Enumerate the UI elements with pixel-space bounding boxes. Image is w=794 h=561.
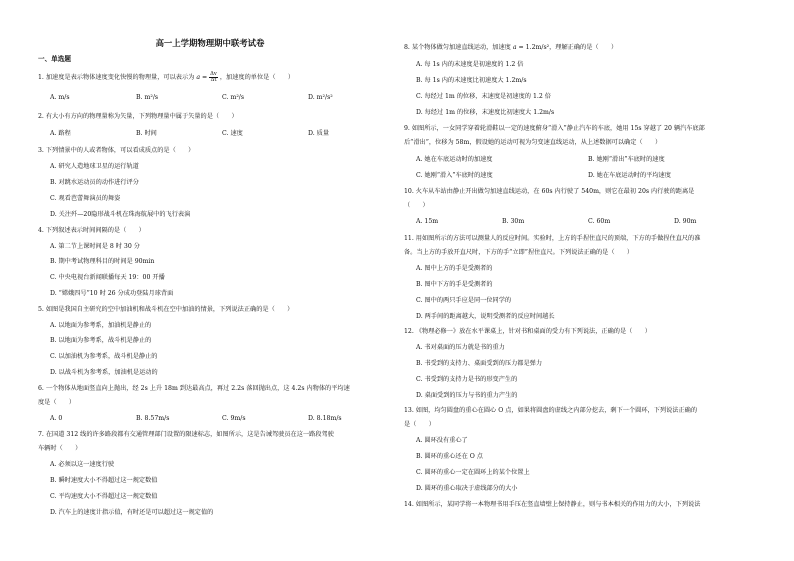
option-b[interactable]: B. 时间 [136,130,157,137]
question-6-line-1: 6. 一个物体从地面竖直向上抛出，经 2s 上升 18m 到达最高点，再过 2.2s 落回抛出点，这 4.2s 内物体的平均速 [38,385,350,392]
question-8-stem-end: = 1.2m/s²，理解正确的是（ ） [518,44,618,51]
option-b[interactable]: B. 图中下方的手是受测者的 [416,281,493,288]
question-11-line-2: 备。当上方的手放开直尺时，下方的手“立即”捏住直尺。下列说法正确的是（ ） [404,249,634,256]
option-d[interactable]: D. 8.18m/s [308,415,342,422]
question-10-line-1: 10. 火车从车站由静止开出做匀加速直线运动，在 60s 内行驶了 540m，则它在最初 20s 内行驶的距离是 [404,188,695,195]
option-a[interactable]: A. 书对桌面的压力就是书的重力 [416,344,505,351]
option-b[interactable]: B. m²/s [136,94,159,101]
option-a[interactable]: A. 0 [50,415,63,422]
option-d[interactable]: D. 圆环的重心取决于虚线部分的大小 [416,485,518,492]
question-9-line-1: 9. 如图所示，一女同学穿着轮滑鞋以一定的速度俯身“滑入”静止汽车的车底，她用 15s 穿越了 20 辆汽车底部 [404,125,705,132]
option-c[interactable]: C. 9m/s [222,415,246,422]
question-3: 3. 下列情景中的人或者物体，可以看成质点的是（ ） [38,147,195,154]
option-a[interactable]: A. 15m [416,218,439,225]
option-d[interactable]: D. 以战斗机为参考系，加油机是运动的 [50,369,158,376]
option-c[interactable]: C. 每经过 1m 的位移，末速度是初速度的 1.2 倍 [416,93,551,100]
question-13-line-1: 13. 如图，均匀圆盘的重心在圆心 O 点，如果将圆盘的虚线之内部分挖去，剩下一个圆环，下列说法正确的 [404,407,698,414]
question-9-options-ab [416,156,760,164]
question-1 [38,72,294,83]
question-7-line-2: 车辆时（ ） [38,445,82,452]
option-c[interactable]: C. 圆环的重心一定在圆环上的某个位置上 [416,469,530,476]
option-d[interactable]: D. 关注歼—20隐形战斗机在珠海航展中的飞行表演 [50,211,191,218]
option-c[interactable]: C. 平均速度大小不得超过这一规定数值 [50,493,158,500]
option-b[interactable]: B. 书受到的支持力、桌面受到的压力都是弹力 [416,360,543,367]
question-12: 12. 《物理必修一》放在水平课桌上，针对书和桌面的受力有下列说法，正确的是（ ） [404,328,651,335]
question-11-line-1: 11. 用如图所示的方法可以测量人的反应时间。实验时，上方的手捏住直尺的顶端，下方的手做捏住直尺的准 [404,235,701,242]
option-a[interactable]: A. 路程 [50,130,71,137]
question-4: 4. 下列叙述表示时间间隔的是（ ） [38,227,145,234]
question-8-variable: a [512,44,517,51]
question-1-stem: 1. 加速度是表示物体速度变化快慢的物理量，可以表示为 [38,74,195,82]
option-b[interactable]: B. 8.57m/s [136,415,170,422]
option-b[interactable]: B. 30m [502,218,525,225]
question-10-line-2: （ ） [404,202,429,209]
option-b[interactable]: B. 对跳水运动员的动作进行评分 [50,179,139,186]
option-d[interactable]: D. 桌面受到的压力与书的重力产生的 [416,392,518,399]
option-d[interactable]: D. 90m [674,218,697,225]
question-1-variable: a [196,74,201,82]
option-c[interactable]: C. 60m [588,218,611,225]
fraction-denominator: Δt [210,77,217,84]
option-a[interactable]: A. 以地面为参考系，加油机是静止的 [50,322,152,329]
question-13-line-2: 是（ ） [404,421,435,428]
option-c[interactable]: C. 图中的两只手应是同一位同学的 [416,297,512,304]
question-6-options [50,415,394,423]
acceleration-fraction [209,72,218,83]
fraction-numerator: Δv [210,71,217,77]
question-5: 5. 如图是我国自主研究的空中加油机和战斗机在空中加油的情景，下列说法正确的是（ ） [38,306,294,313]
question-6-line-2: 度是（ ） [38,399,76,406]
option-a[interactable]: A. 每 1s 内的末速度是初速度的 1.2 倍 [416,61,524,68]
option-c[interactable]: C. 中央电视台新闻联播每天 19：00 开播 [50,274,165,281]
question-8 [404,44,617,52]
option-b[interactable]: B. 她刚“滑出”车底时的速度 [588,156,665,163]
question-9-options-cd [416,172,760,180]
question-10-options [416,218,760,226]
option-d[interactable]: D. 她在车底运动时的平均速度 [588,172,671,179]
option-a[interactable]: A. m/s [50,94,70,101]
question-2: 2. 有大小有方向的物理量称为矢量，下列物理量中属于矢量的是（ ） [38,113,238,120]
option-d[interactable]: D. “嫦娥四号”10 时 26 分成功登陆月球背面 [50,290,174,297]
option-d[interactable]: D. m²/s² [308,94,333,101]
option-b[interactable]: B. 瞬时速度大小不得超过这一规定数值 [50,477,158,484]
option-d[interactable]: D. 汽车上的速度计指示值，有时还是可以超过这一规定值的 [50,509,214,516]
option-c[interactable]: C. 以加油机为参考系，战斗机是静止的 [50,353,158,360]
question-1-stem-end: ，加速度的单位是（ ） [219,74,295,82]
option-a[interactable]: A. 研究人造地球卫星的运行轨道 [50,163,139,170]
option-d[interactable]: D. 质量 [308,130,330,137]
option-a[interactable]: A. 她在车底运动时的加速度 [416,156,493,163]
option-b[interactable]: B. 期中考试物理科目的时间是 90min [50,258,155,265]
option-a[interactable]: A. 图中上方的手是受测者的 [416,265,493,272]
question-8-stem: 8. 某个物体做匀加速直线运动，加速度 [404,44,511,51]
question-9-line-2: 后“滑出”，位移为 58m，假设她的运动可视为匀变速直线运动，从上述数据可以确定（ ） [404,139,662,146]
option-c[interactable]: C. 观看芭蕾舞演员的舞姿 [50,195,121,202]
option-a[interactable]: A. 圆环没有重心了 [416,437,468,444]
option-c[interactable]: C. 她刚“滑入”车底时的速度 [416,172,493,179]
question-1-options [50,94,394,102]
option-c[interactable]: C. 书受到的支持力是书的形变产生的 [416,376,518,383]
option-b[interactable]: B. 圆环的重心还在 O 点 [416,453,483,460]
option-d[interactable]: D. 两手间的距离越大，说明受测者的反应时间越长 [416,313,555,320]
option-b[interactable]: B. 每 1s 内的末速度比初速度大 1.2m/s [416,77,527,84]
page-title: 高一上学期物理期中联考试卷 [155,38,265,48]
question-1-equals: = [202,74,208,82]
option-d[interactable]: D. 每经过 1m 的位移，末速度比初速度大 1.2m/s [416,109,555,116]
question-2-options [50,130,394,138]
question-14-line-1: 14. 如图所示，某同学将一本物理书用手压在竖直墙壁上保持静止，则与书本相关的作用力的大小，下列说法 [404,501,701,508]
question-7-line-1: 7. 在国道 312 线的许多路段都有交通管理部门设置的限速标志，如图所示，这是告诫驾驶员在这一路段驾驶 [38,431,334,438]
option-c[interactable]: C. 速度 [222,130,243,137]
option-a[interactable]: A. 必须以这一速度行驶 [50,461,115,468]
section-heading: 一、单选题 [38,55,71,63]
option-b[interactable]: B. 以地面为参考系，战斗机是静止的 [50,337,152,344]
option-c[interactable]: C. m²/s [222,94,245,101]
option-a[interactable]: A. 第二节上课时间是 8 时 30 分 [50,243,140,250]
